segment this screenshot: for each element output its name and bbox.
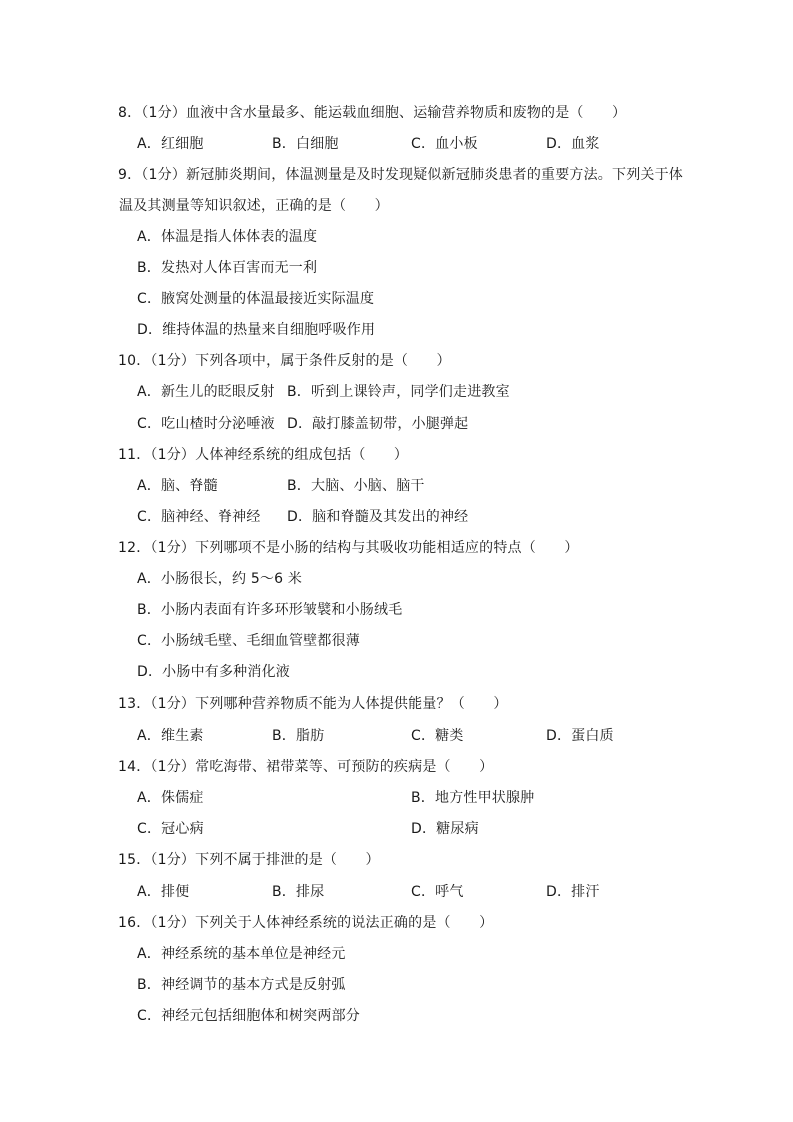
question-14-option-d: D．糖尿病 <box>411 821 479 837</box>
question-14-stem: 14．（1分）常吃海带、裙带菜等、可预防的疾病是（ ） <box>118 759 494 775</box>
question-8-option-b: B．白细胞 <box>272 136 339 152</box>
question-9-option-d: D．维持体温的热量来自细胞呼吸作用 <box>137 322 376 338</box>
question-13-option-a: A．维生素 <box>137 728 204 744</box>
question-10-option-c: C．吃山楂时分泌唾液 <box>137 416 275 432</box>
question-16-option-c: C．神经元包括细胞体和树突两部分 <box>137 1008 360 1024</box>
question-10-option-a: A．新生儿的眨眼反射 <box>137 384 275 400</box>
question-13-option-d: D．蛋白质 <box>546 728 614 744</box>
question-16-option-a: A．神经系统的基本单位是神经元 <box>137 946 346 962</box>
question-10-stem: 10．（1分）下列各项中，属于条件反射的是（ ） <box>118 353 451 369</box>
question-9-option-c: C．腋窝处测量的体温最接近实际温度 <box>137 291 375 307</box>
question-14-option-a: A．侏儒症 <box>137 790 204 806</box>
question-11-option-c: C．脑神经、脊神经 <box>137 509 261 525</box>
question-14-option-b: B．地方性甲状腺肿 <box>411 790 535 806</box>
question-9-option-a: A．体温是指人体体表的温度 <box>137 229 318 245</box>
question-12-option-a: A．小肠很长，约 5～6 米 <box>137 571 303 587</box>
question-12-option-c: C．小肠绒毛壁、毛细血管壁都很薄 <box>137 633 360 649</box>
question-9-stem-line1: 9．（1分）新冠肺炎期间，体温测量是及时发现疑似新冠肺炎患者的重要方法。下列关于体 <box>118 167 684 183</box>
question-12-option-d: D．小肠中有多种消化液 <box>137 664 290 680</box>
question-15-option-d: D．排汗 <box>546 884 600 900</box>
question-11-stem: 11．（1分）人体神经系统的组成包括（ ） <box>118 447 409 463</box>
question-9-stem-line2: 温及其测量等知识叙述，正确的是（ ） <box>119 198 389 214</box>
question-16-stem: 16．（1分）下列关于人体神经系统的说法正确的是（ ） <box>118 915 494 931</box>
question-13-stem: 13．（1分）下列哪种营养物质不能为人体提供能量？（ ） <box>118 696 508 712</box>
question-12-stem: 12．（1分）下列哪项不是小肠的结构与其吸收功能相适应的特点（ ） <box>118 540 579 556</box>
question-10-option-d: D．敲打膝盖韧带，小腿弹起 <box>287 416 469 432</box>
question-12-option-b: B．小肠内表面有许多环形皱襞和小肠绒毛 <box>137 602 403 618</box>
question-8-option-d: D．血浆 <box>546 136 600 152</box>
question-11-option-b: B．大脑、小脑、脑干 <box>287 478 425 494</box>
question-15-option-a: A．排便 <box>137 884 190 900</box>
question-15-option-b: B．排尿 <box>272 884 325 900</box>
question-13-option-b: B．脂肪 <box>272 728 325 744</box>
question-9-option-b: B．发热对人体百害而无一利 <box>137 260 318 276</box>
question-10-option-b: B．听到上课铃声，同学们走进教室 <box>287 384 510 400</box>
question-8-option-a: A．红细胞 <box>137 136 204 152</box>
question-14-option-c: C．冠心病 <box>137 821 204 837</box>
question-13-option-c: C．糖类 <box>411 728 464 744</box>
question-11-option-a: A．脑、脊髓 <box>137 478 218 494</box>
question-8-option-c: C．血小板 <box>411 136 478 152</box>
question-15-stem: 15．（1分）下列不属于排泄的是（ ） <box>118 852 380 868</box>
question-15-option-c: C．呼气 <box>411 884 464 900</box>
question-8-stem: 8．（1分）血液中含水量最多、能运载血细胞、运输营养物质和废物的是（ ） <box>118 105 627 121</box>
question-16-option-b: B．神经调节的基本方式是反射弧 <box>137 977 346 993</box>
question-11-option-d: D．脑和脊髓及其发出的神经 <box>287 509 469 525</box>
